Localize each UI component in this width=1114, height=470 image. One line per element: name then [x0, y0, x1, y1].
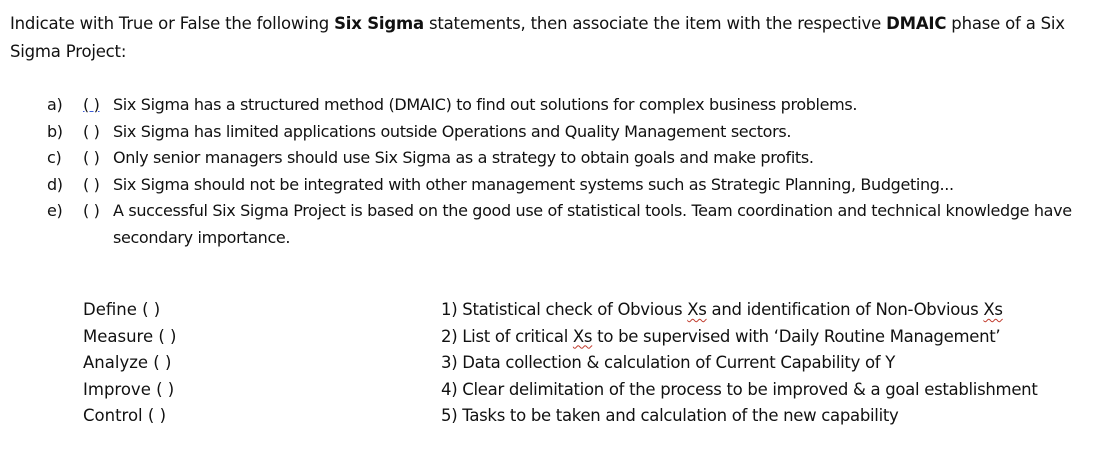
spellcheck-word: Xs	[687, 300, 707, 319]
statements-list	[47, 92, 1107, 251]
phase-control[interactable]: Control ( )	[83, 406, 167, 425]
intro-text-1: Indicate with True or False the following	[10, 14, 335, 33]
description-3: 3) Data collection & calculation of Current Capability of Y	[441, 353, 896, 372]
intro-text-2: statements, then associate the item with the respective	[423, 14, 887, 33]
dmaic-phases-list	[83, 297, 177, 430]
phase-analyze[interactable]: Analyze ( )	[83, 353, 172, 372]
statement-letter: b)	[47, 121, 63, 141]
intro-bold-dmaic: DMAIC	[886, 14, 947, 33]
true-false-blank[interactable]: ( )	[83, 95, 100, 114]
statement-e	[47, 198, 1107, 251]
statement-text: Six Sigma should not be integrated with other management systems such as Strategic Planning, Budgeting...	[113, 174, 954, 194]
description-5: 5) Tasks to be taken and calculation of the new capability	[441, 406, 899, 425]
description-text: and identification of Non-Obvious	[706, 300, 984, 319]
phase-define[interactable]: Define ( )	[83, 300, 161, 319]
true-false-blank[interactable]: ( )	[83, 174, 100, 194]
statement-letter: c)	[47, 148, 62, 167]
phase-measure[interactable]: Measure ( )	[83, 326, 177, 346]
intro-bold-six-sigma: Six Sigma	[334, 14, 424, 33]
description-2	[441, 324, 1038, 351]
phase-descriptions-list	[441, 297, 1038, 430]
intro-text-3: phase of a Six Sigma Project:	[10, 14, 1065, 61]
description-1	[441, 297, 1038, 324]
statement-letter: d)	[47, 174, 63, 194]
description-text: 2) List of critical	[441, 326, 573, 346]
spellcheck-word: Xs	[983, 300, 1003, 319]
true-false-blank[interactable]: ( )	[83, 121, 100, 141]
phase-improve[interactable]: Improve ( )	[83, 379, 175, 399]
statement-a	[47, 92, 1107, 119]
description-text: to be supervised with ‘Daily Routine Management’	[592, 326, 1001, 346]
statement-letter: a)	[47, 95, 63, 114]
statement-c	[47, 145, 1107, 172]
true-false-blank[interactable]: ( )	[83, 148, 100, 167]
statement-text: Six Sigma has limited applications outside Operations and Quality Management sectors.	[113, 121, 792, 141]
statement-text: Six Sigma has a structured method (DMAIC) to find out solutions for complex business problems.	[113, 95, 858, 114]
spellcheck-word: Xs	[572, 326, 593, 346]
true-false-blank[interactable]: ( )	[83, 201, 100, 220]
statement-b	[47, 119, 1107, 146]
instructions-paragraph	[10, 10, 1110, 66]
statement-letter: e)	[47, 201, 63, 220]
description-text: 1) Statistical check of Obvious	[441, 300, 688, 319]
statement-text: A successful Six Sigma Project is based on the good use of statistical tools. Team coordination and technical knowledge have secondary importance.	[113, 201, 1072, 247]
statement-d	[47, 172, 1107, 199]
statement-text: Only senior managers should use Six Sigma as a strategy to obtain goals and make profits.	[113, 148, 814, 167]
description-4: 4) Clear delimitation of the process to be improved & a goal establishment	[441, 379, 1038, 399]
